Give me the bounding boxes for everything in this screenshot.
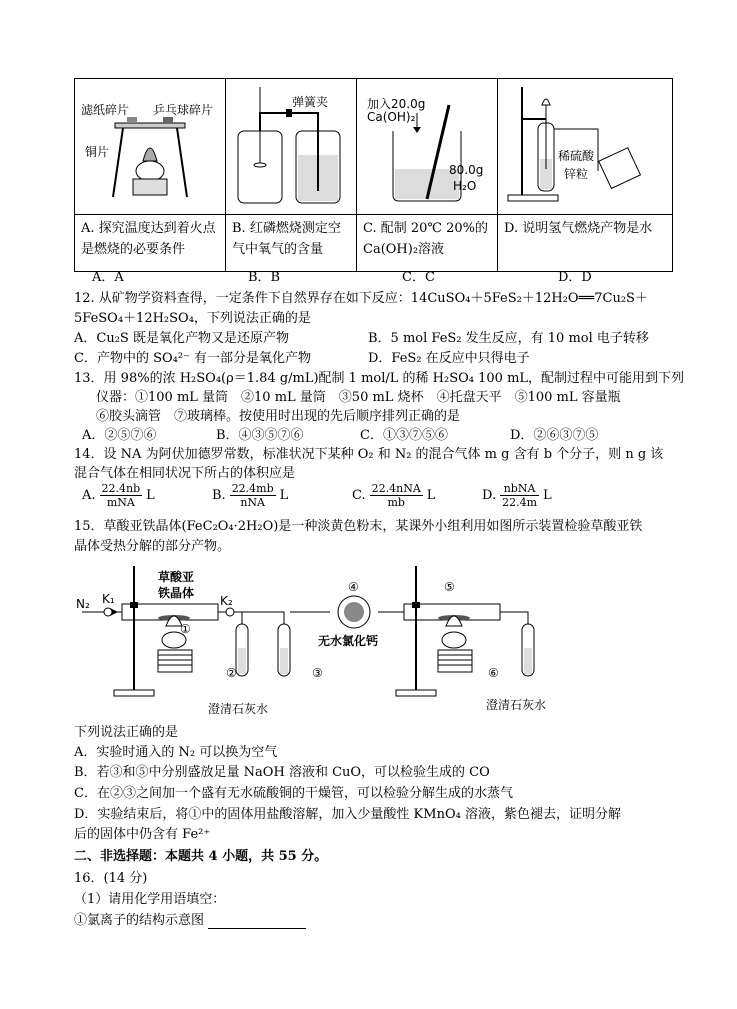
q15-option-d-line1: D．实验结束后，将①中的固体用盐酸溶解，加入少量酸性 KMnO₄ 溶液，紫色褪去，证明分解: [74, 807, 621, 822]
fraction: $\frac{22.4nb}{\text{mNA}}$: [101, 482, 141, 509]
label-zinc: 锌粒: [564, 167, 589, 181]
q14-line2: 混合气体在相同状况下所占的体积应是: [74, 466, 296, 481]
figure-cell-a: [75, 79, 226, 215]
figure-cell-b: [226, 79, 357, 215]
q13-option-c: C．①③⑦⑤⑥: [360, 428, 448, 443]
section-two-heading: 二、非选择题：本题共 4 小题，共 55 分。: [74, 849, 328, 864]
caption-c: C. 配制 20℃ 20%的Ca(OH)₂溶液: [357, 215, 498, 272]
label-limewater-2: 澄清石灰水: [486, 698, 547, 712]
label-dilute-acid: 稀硫酸: [558, 149, 595, 163]
q11-table: [74, 78, 673, 272]
q12-option-b: B．5 mol FeS₂ 发生反应，有 10 mol 电子转移: [368, 331, 649, 346]
q13-line3: ⑥胶头滴管 ⑦玻璃棒。按使用时出现的先后顺序排列正确的是: [96, 409, 461, 424]
caption-b: B. 红磷燃烧测定空气中氧气的含量: [226, 215, 357, 272]
label-circle-4: ④: [348, 580, 359, 594]
label-water: H₂O: [453, 179, 477, 193]
q14-option-a: A. $\frac{22.4nb}{\text{mNA}}$ L: [82, 482, 155, 509]
q15-option-c: C．在②③之间加一个盛有无水硫酸铜的干燥管，可以检验分解生成的水蒸气: [74, 786, 513, 801]
q15-option-d-line2: 后的固体中仍含有 Fe²⁺: [74, 827, 211, 842]
q15-line2: 晶体受热分解的部分产物。: [74, 539, 231, 554]
q12-option-c: C．产物中的 SO₄²⁻ 有一部分是氧化产物: [74, 351, 312, 366]
label-add-20g: 加入20.0g: [367, 97, 426, 111]
answer-blank[interactable]: [208, 915, 306, 929]
q11-option-c: C．C: [402, 270, 435, 285]
label-k2: K₂: [220, 594, 233, 608]
q14-option-d: D. $\frac{\text{nbNA}}{22.4m}$ L: [482, 482, 552, 509]
q15-stem: 下列说法正确的是: [74, 725, 179, 740]
caption-a: A. 探究温度达到着火点是燃烧的必要条件: [75, 215, 226, 272]
label-copper: 铜片: [85, 145, 110, 159]
q15-option-a: A．实验时通入的 N₂ 可以换为空气: [74, 745, 278, 760]
caption-d: D. 说明氢气燃烧产物是水: [498, 215, 673, 272]
q15-line1: 15．草酸亚铁晶体(FeC₂O₄·2H₂O)是一种淡黄色粉末，某课外小组利用如图所示装置检验草酸亚铁: [74, 519, 643, 534]
q12-line1: 12. 从矿物学资料查得，一定条件下自然界存在如下反应：14CuSO₄＋5FeS₂＋12H₂O══7Cu₂S＋: [74, 291, 648, 306]
label-circle-2: ②: [226, 666, 237, 680]
label-circle-6: ⑥: [488, 666, 499, 680]
q11-option-a: A．A: [92, 270, 124, 285]
q13-option-d: D．②⑥③⑦⑤: [510, 428, 599, 443]
q12-line2: 5FeSO₄＋12H₂SO₄，下列说法正确的是: [74, 311, 311, 326]
label-caoh2: Ca(OH)₂: [367, 110, 416, 124]
label-circle-3: ③: [312, 666, 323, 680]
q13-option-b: B．④③⑤⑦⑥: [216, 428, 304, 443]
q16-subpart: （1）请用化学用语填空：: [74, 892, 226, 907]
figure-cell-d: [498, 79, 673, 215]
label-limewater-1: 澄清石灰水: [208, 702, 269, 716]
q11-option-d: D．D: [558, 270, 592, 285]
fraction: $\frac{\text{nbNA}}{22.4m}$: [502, 482, 538, 509]
label-n2: N₂: [76, 597, 90, 611]
phosphorus-bottles-figure: [226, 79, 356, 214]
label-k1: K₁: [102, 592, 115, 606]
q12-option-a: A．Cu₂S 既是氧化产物又是还原产物: [74, 331, 289, 346]
label-filter-paper: 滤纸碎片: [81, 103, 130, 117]
q15-option-b: B．若③和⑤中分别盛放足量 NaOH 溶液和 CuO，可以检验生成的 CO: [74, 765, 490, 780]
label-spring-clip: 弹簧夹: [292, 95, 329, 109]
figure-cell-c: [357, 79, 498, 215]
label-circle-1: ①: [180, 622, 191, 636]
label-crystal-line1: 草酸亚: [158, 570, 195, 584]
q11-option-b: B．B: [248, 270, 281, 285]
label-crystal-line2: 铁晶体: [158, 586, 195, 600]
label-pingpong: 乒乓球碎片: [153, 103, 214, 117]
q14-line1: 14．设 NA 为阿伏加德罗常数，标准状况下某种 O₂ 和 N₂ 的混合气体 m g 含有 b 个分子，则 n g 该: [74, 447, 664, 462]
q16-item-1: ①氯离子的结构示意图: [74, 912, 306, 929]
q14-option-c: C. $\frac{\text{22.4nNA}}{mb}$ L: [352, 482, 436, 509]
q12-option-d: D．FeS₂ 在反应中只得电子: [368, 351, 530, 366]
fraction: $\frac{\text{22.4nNA}}{mb}$: [371, 482, 421, 509]
label-80g: 80.0g: [449, 163, 484, 177]
label-cacl2: 无水氯化钙: [318, 634, 379, 648]
q14-option-b: B. $\frac{22.4mb}{\text{nNA}}$ L: [212, 482, 289, 509]
q13-line1: 13．用 98%的浓 H₂SO₄(ρ＝1.84 g/mL)配制 1 mol/L 的稀 H₂SO₄ 100 mL，配制过程中可能用到下列: [74, 371, 685, 386]
fraction: $\frac{22.4mb}{\text{nNA}}$: [231, 482, 274, 509]
label-circle-5: ⑤: [444, 580, 455, 594]
q13-option-a: A．②⑤⑦⑥: [82, 428, 157, 443]
q13-line2: 仪器：①100 mL 量筒 ②10 mL 量筒 ③50 mL 烧杯 ④托盘天平 ⑤100 mL 容量瓶: [96, 390, 621, 405]
q16-heading: 16．(14 分): [74, 871, 148, 886]
